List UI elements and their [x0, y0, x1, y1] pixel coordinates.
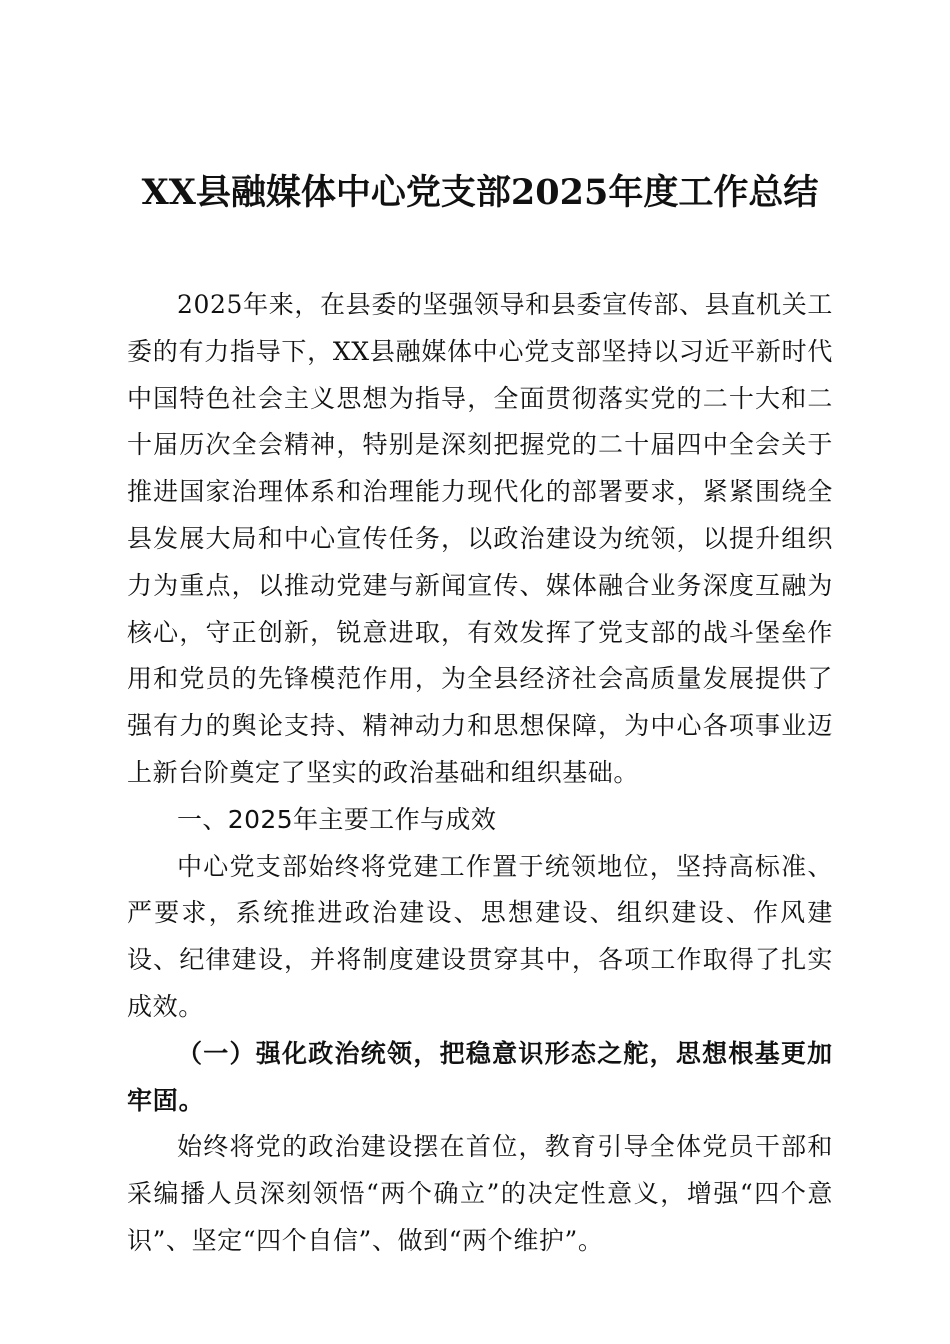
subsection-paragraph: 始终将党的政治建设摆在首位，教育引导全体党员干部和采编播人员深刻领悟“两个确立”的决定性意义，增强“四个意识”、坚定“四个自信”、做到“两个维护”。 [127, 1132, 833, 1255]
document-page [127, 168, 833, 1265]
subsection-heading: （一）强化政治统领，把稳意识形态之舵，思想根基更加牢固。 [127, 1038, 833, 1115]
section-heading: 一、2025年主要工作与成效 [177, 804, 497, 834]
section-paragraph: 中心党支部始终将党建工作置于统领地位，坚持高标准、严要求，系统推进政治建设、思想建设、组织建设、作风建设、纪律建设，并将制度建设贯穿其中，各项工作取得了扎实成效。 [127, 851, 833, 1021]
document-title: XX县融媒体中心党支部2025年度工作总结 [141, 172, 819, 213]
intro-paragraph: 2025年来，在县委的坚强领导和县委宣传部、县直机关工委的有力指导下，XX县融媒体中心党支部坚持以习近平新时代中国特色社会主义思想为指导，全面贯彻落实党的二十大和二十届历次全会精神，特别是深刻把握党的二十届四中全会关于推进国家治理体系和治理能力现代化的部署要求，紧紧围绕全县发展大局和中心宣传任务，以政治建设为统领，以提升组织力为重点，以推动党建与新闻宣传、媒体融合业务深度互融为核心，守正创新，锐意进取，有效发挥了党支部的战斗堡垒作用和党员的先锋模范作用，为全县经济社会高质量发展提供了强有力的舆论支持、精神动力和思想保障，为中心各项事业迈上新台阶奠定了坚实的政治基础和组织基础。 [127, 290, 833, 787]
